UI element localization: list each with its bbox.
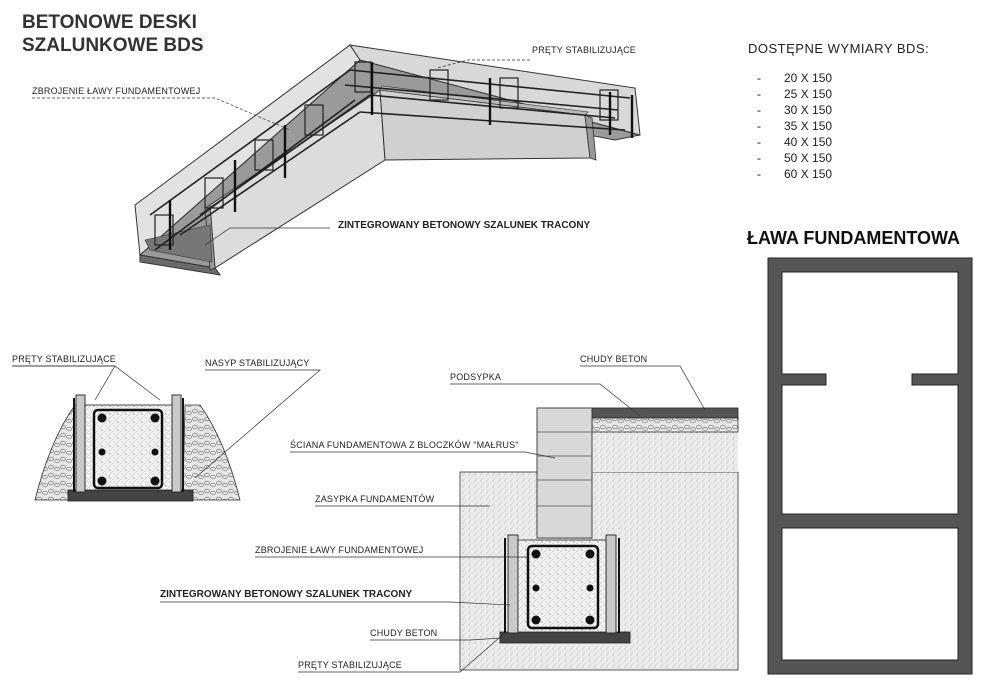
dimensions-title: DOSTĘPNE WYMIARY BDS:	[748, 41, 930, 56]
dimension-item	[757, 102, 832, 118]
plan-title: ŁAWA FUNDAMENTOWA	[747, 228, 960, 248]
big-backfill-label: ZASYPKA FUNDAMENTÓW	[315, 494, 435, 504]
big-wall-label: ŚCIANA FUNDAMENTOWA Z BLOCZKÓW "MAŁRUS"	[290, 440, 519, 450]
big-lean-top-label: CHUDY BETON	[580, 354, 648, 364]
big-subbase-label: PODSYPKA	[450, 372, 502, 382]
dimension-value: 25 X 150	[784, 87, 833, 101]
dimension-bullet: -	[757, 87, 761, 101]
dimension-bullet: -	[757, 135, 761, 149]
iso-formwork-drawing	[135, 45, 640, 275]
title-line-1: BETONOWE DESKI	[22, 12, 197, 33]
dimension-value: 40 X 150	[784, 135, 833, 149]
dimension-value: 20 X 150	[784, 71, 833, 85]
big-formwork-label: ZINTEGROWANY BETONOWY SZALUNEK TRACONY	[160, 589, 413, 600]
dimension-value: 60 X 150	[784, 167, 833, 181]
iso-reinforcement-label: ZBROJENIE ŁAWY FUNDAMENTOWEJ	[32, 86, 201, 96]
small-rods-label: PRĘTY STABILIZUJĄCE	[12, 354, 116, 364]
dimension-bullet: -	[757, 103, 761, 117]
dimension-item	[757, 86, 832, 102]
dimension-value: 50 X 150	[784, 151, 833, 165]
dimension-value: 35 X 150	[784, 119, 833, 133]
iso-formwork-label: ZINTEGROWANY BETONOWY SZALUNEK TRACONY	[338, 220, 591, 231]
dimension-value: 30 X 150	[784, 103, 833, 117]
dimension-item	[757, 70, 832, 86]
iso-rods-label: PRĘTY STABILIZUJĄCE	[532, 45, 636, 55]
dimension-bullet: -	[757, 119, 761, 133]
big-reinforcement-label: ZBROJENIE ŁAWY FUNDAMENTOWEJ	[255, 545, 424, 555]
dimension-item	[757, 166, 832, 182]
dimension-bullet: -	[757, 151, 761, 165]
small-section-drawing	[35, 395, 240, 501]
dimension-item	[757, 118, 832, 134]
title-line-2: SZALUNKOWE BDS	[22, 35, 204, 56]
dimension-bullet: -	[757, 71, 761, 85]
dimension-item	[757, 134, 832, 150]
plan-view-drawing	[768, 258, 972, 674]
dimension-item	[757, 150, 832, 166]
big-rods-label: PRĘTY STABILIZUJĄCE	[298, 660, 402, 670]
dimensions-list	[757, 70, 832, 182]
dimension-bullet: -	[757, 167, 761, 181]
small-embankment-label: NASYP STABILIZUJĄCY	[205, 358, 310, 368]
big-lean-bottom-label: CHUDY BETON	[370, 628, 438, 638]
